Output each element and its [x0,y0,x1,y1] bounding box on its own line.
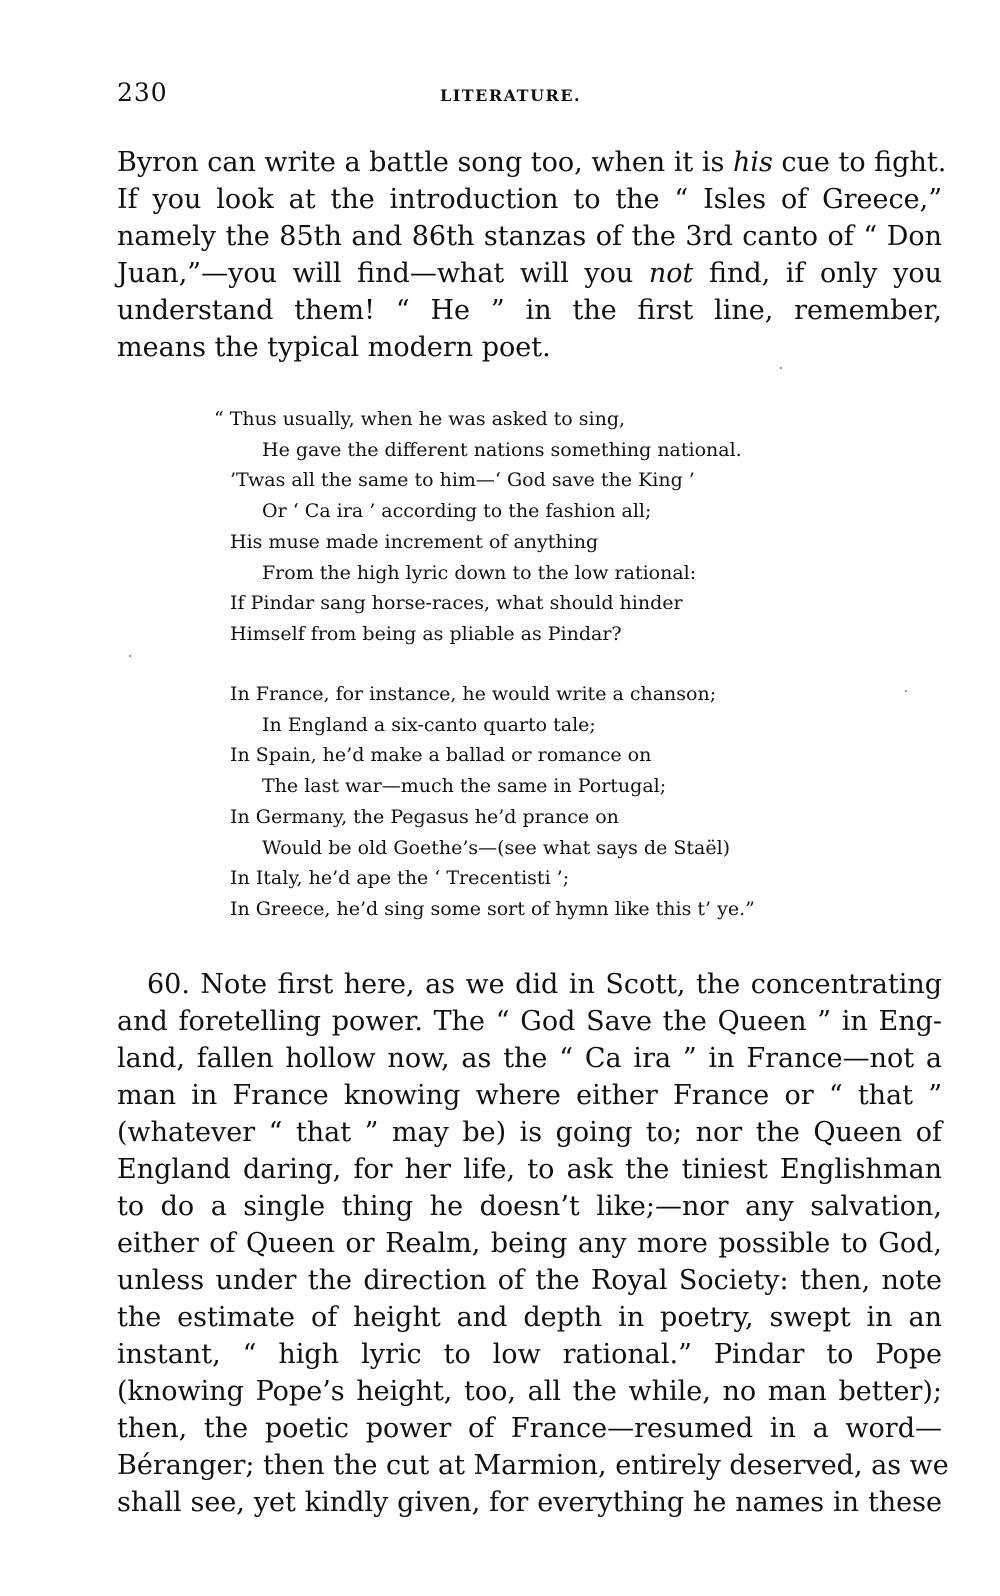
text-line: instant, “ high lyric to low rational.” Pindar to Pope [117,1339,942,1370]
emphasis-not: not [648,258,694,289]
text-line: man in France knowing where either France or “ that ” [117,1080,942,1111]
verse-line: In France, for instance, he would write a chanson; [230,683,717,705]
paragraph-byron-intro [117,144,947,366]
text-line: (whatever “ that ” may be) is going to; nor the Queen of [117,1117,942,1148]
verse-line: In Italy, he’d ape the ‘ Trecentisti ’; [230,867,570,890]
verse-line: ’Twas all the same to him—‘ God save the King ’ [230,469,695,492]
text-line: Juan,”—you will find—what will you not find, if only you [117,258,942,289]
verse-line: In England a six-canto quarto tale; [262,713,596,736]
text-line: 60. Note first here, as we did in Scott, the concentrating [147,969,942,1000]
print-speck [780,367,782,369]
verse-stanza-1 [210,404,930,650]
text-line: (knowing Pope’s height, too, all the while, no man better); [117,1376,942,1407]
text-line: and foretelling power. The “ God Save the Queen ” in Eng- [117,1006,942,1037]
paragraph-60 [117,966,949,1521]
verse-line: He gave the different nations something national. [262,438,742,461]
verse-line: If Pindar sang horse-races, what should hinder [230,592,683,615]
print-speck [905,690,907,692]
text-line: either of Queen or Realm, being any more possible to God, [117,1228,942,1259]
print-speck [129,655,131,657]
verse-line: Or ‘ Ca ira ’ according to the fashion all; [262,500,652,523]
text-line: England daring, for her life, to ask the tiniest Englishman [117,1154,942,1185]
text-line: means the typical modern poet. [117,332,551,363]
text-line: Byron can write a battle song too, when it is his cue to fight. [117,147,947,178]
verse-line: Would be old Goethe’s—(see what says de Staël) [262,836,731,859]
verse-line: Himself from being as pliable as Pindar? [230,622,622,645]
text-line: understand them! “ He ” in the first line, remember, [117,295,942,326]
text-line: unless under the direction of the Royal Society: then, note [117,1265,942,1296]
running-head: LITERATURE. [440,86,582,105]
verse-line: “ Thus usually, when he was asked to sing, [214,408,626,430]
verse-line: His muse made increment of anything [230,530,599,553]
emphasis-his: his [732,147,773,178]
text-line: to do a single thing he doesn’t like;—nor any salvation, [117,1191,942,1222]
verse-line: In Spain, he’d make a ballad or romance on [230,744,652,767]
text-line: then, the poetic power of France—resumed in a word— [117,1413,942,1444]
verse-line: The last war—much the same in Portugal; [262,775,667,798]
page-number: 230 [117,78,168,107]
text-line: If you look at the introduction to the “ Isles of Greece,” [117,184,942,215]
verse-line: In Greece, he’d sing some sort of hymn like this t’ ye.” [230,897,755,920]
text-line: namely the 85th and 86th stanzas of the 3rd canto of “ Don [117,221,942,252]
verse-line: In Germany, the Pegasus he’d prance on [230,805,619,828]
text-line: Béranger; then the cut at Marmion, entirely deserved, as we [117,1450,949,1481]
text-line: land, fallen hollow now, as the “ Ca ira ” in France—not a [117,1043,942,1074]
text-line: shall see, yet kindly given, for everything he names in these [117,1487,942,1518]
verse-line: From the high lyric down to the low rational: [262,561,697,584]
verse-stanza-2 [210,679,930,925]
text-line: the estimate of height and depth in poetry, swept in an [117,1302,942,1333]
